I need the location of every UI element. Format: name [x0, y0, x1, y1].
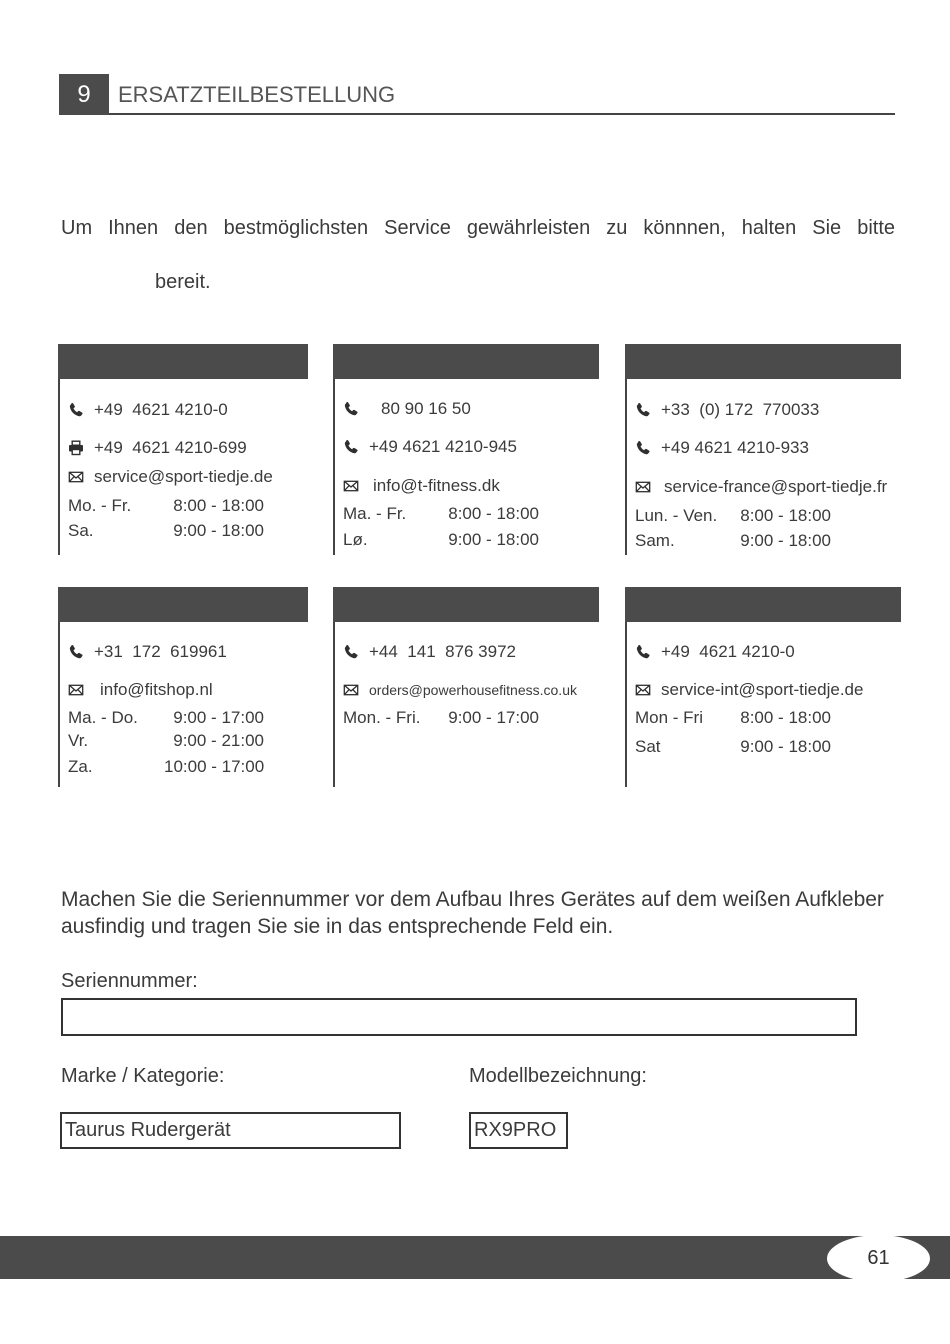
mail-icon [68, 469, 84, 485]
hours-row [343, 504, 539, 524]
hours-time: 9:00 - 18:00 [448, 530, 539, 549]
hours-row [68, 708, 264, 728]
contact-box-4 [58, 587, 308, 787]
footer-bar [0, 1236, 950, 1279]
hours-time: 8:00 - 18:00 [740, 708, 831, 727]
serial-number-field[interactable] [61, 998, 857, 1036]
brand-category-label: Marke / Kategorie: [61, 1065, 225, 1087]
serial-note-line-1: Machen Sie die Seriennummer vor dem Aufbau Ihres Gerätes auf dem weißen Aufkleber [61, 888, 884, 911]
serial-number-label: Seriennummer: [61, 970, 198, 992]
hours-time: 10:00 - 17:00 [164, 757, 265, 776]
hours-time: 8:00 - 18:00 [173, 496, 264, 515]
page-number-badge [827, 1235, 930, 1282]
hours-days: Mon. - Fri. [343, 708, 421, 727]
contact-email [343, 476, 500, 496]
hours-time: 9:00 - 18:00 [173, 521, 264, 540]
contact-phone [635, 642, 795, 662]
contact-box-header-bar [58, 587, 308, 622]
contact-phone [68, 642, 227, 662]
hours-days: Mo. - Fr. [68, 496, 132, 515]
hours-days: Lun. - Ven. [635, 506, 718, 525]
hours-time: 9:00 - 18:00 [740, 737, 831, 756]
mail-icon [635, 479, 651, 495]
hours-time: 9:00 - 17:00 [448, 708, 539, 727]
hours-time: 8:00 - 18:00 [448, 504, 539, 523]
hours-row [68, 731, 264, 751]
contact-box-6 [625, 587, 901, 787]
phone-icon [68, 402, 84, 418]
phone-number: +49 4621 4210-945 [369, 437, 517, 456]
email-address: info@fitshop.nl [100, 680, 213, 699]
contact-email [635, 477, 887, 497]
phone-icon [635, 402, 651, 418]
section-title: ERSATZTEILBESTELLUNG [118, 82, 396, 107]
hours-days: Vr. [68, 731, 89, 750]
page-number: 61 [867, 1247, 890, 1269]
phone-number: +31 172 619961 [94, 642, 227, 661]
email-address: service-int@sport-tiedje.de [661, 680, 864, 699]
hours-days: Mon - Fri [635, 708, 703, 727]
email-address: info@t-fitness.dk [373, 476, 500, 495]
phone-icon [343, 439, 359, 455]
hours-days: Sam. [635, 531, 675, 550]
fax-number: +49 4621 4210-699 [94, 438, 247, 457]
phone-number: +49 4621 4210-0 [661, 642, 795, 661]
hours-time: 9:00 - 21:00 [173, 731, 264, 750]
hours-row [635, 737, 831, 757]
hours-row [68, 496, 264, 516]
contact-box-5 [333, 587, 599, 787]
contact-box-header-bar [58, 344, 308, 379]
hours-days: Sat [635, 737, 661, 756]
fax-icon [68, 440, 84, 456]
contact-box-header-bar [333, 344, 599, 379]
brand-category-value: Taurus Rudergerät [60, 1112, 401, 1149]
hours-row [635, 531, 831, 551]
hours-days: Ma. - Fr. [343, 504, 407, 523]
email-address: orders@powerhousefitness.co.uk [369, 682, 577, 698]
phone-number: +49 4621 4210-0 [94, 400, 228, 419]
contact-box-2 [333, 344, 599, 555]
contact-box-header-bar [625, 344, 901, 379]
contact-phone [635, 438, 809, 458]
hours-row [635, 708, 831, 728]
hours-days: Ma. - Do. [68, 708, 138, 727]
contact-box-1 [58, 344, 308, 555]
hours-row [635, 506, 831, 526]
contact-box-header-bar [625, 587, 901, 622]
phone-icon [343, 401, 359, 417]
phone-number: +49 4621 4210-933 [661, 438, 809, 457]
phone-number: +33 (0) 172 770033 [661, 400, 820, 419]
hours-days: Sa. [68, 521, 94, 540]
serial-note-line-2: ausfindig und tragen Sie sie in das entsprechende Feld ein. [61, 915, 614, 938]
intro-text-line-2: bereit. [155, 271, 211, 293]
phone-icon [68, 644, 84, 660]
hours-days: Lø. [343, 530, 368, 549]
hours-row [343, 708, 539, 728]
mail-icon [343, 478, 359, 494]
contact-phone [635, 400, 819, 420]
contact-box-3 [625, 344, 901, 555]
mail-icon [68, 682, 84, 698]
hours-row [68, 521, 264, 541]
intro-text-line-1: Um Ihnen den bestmöglichsten Service gewährleisten zu könnnen, halten Sie bitte [61, 217, 895, 239]
model-name-label: Modellbezeichnung: [469, 1065, 647, 1087]
hours-row [68, 757, 264, 777]
contact-phone [68, 400, 228, 420]
section-divider [109, 113, 895, 115]
email-address: service-france@sport-tiedje.fr [664, 477, 888, 496]
phone-number: 80 90 16 50 [381, 399, 471, 418]
contact-phone [343, 437, 517, 457]
hours-row [343, 530, 539, 550]
hours-time: 9:00 - 17:00 [173, 708, 264, 727]
phone-number: +44 141 876 3972 [369, 642, 516, 661]
model-name-value: RX9PRO [469, 1112, 568, 1149]
email-address: service@sport-tiedje.de [94, 467, 273, 486]
section-number: 9 [59, 74, 109, 115]
mail-icon [343, 682, 359, 698]
contact-email [635, 680, 863, 700]
phone-icon [635, 440, 651, 456]
contact-phone [343, 399, 471, 419]
contact-fax [68, 438, 247, 458]
hours-days: Za. [68, 757, 93, 776]
contact-box-header-bar [333, 587, 599, 622]
contact-email [68, 467, 273, 487]
contact-email [68, 680, 213, 700]
contact-phone [343, 642, 516, 662]
phone-icon [635, 644, 651, 660]
phone-icon [343, 644, 359, 660]
hours-time: 8:00 - 18:00 [740, 506, 831, 525]
mail-icon [635, 682, 651, 698]
hours-time: 9:00 - 18:00 [740, 531, 831, 550]
contact-email [343, 680, 577, 700]
